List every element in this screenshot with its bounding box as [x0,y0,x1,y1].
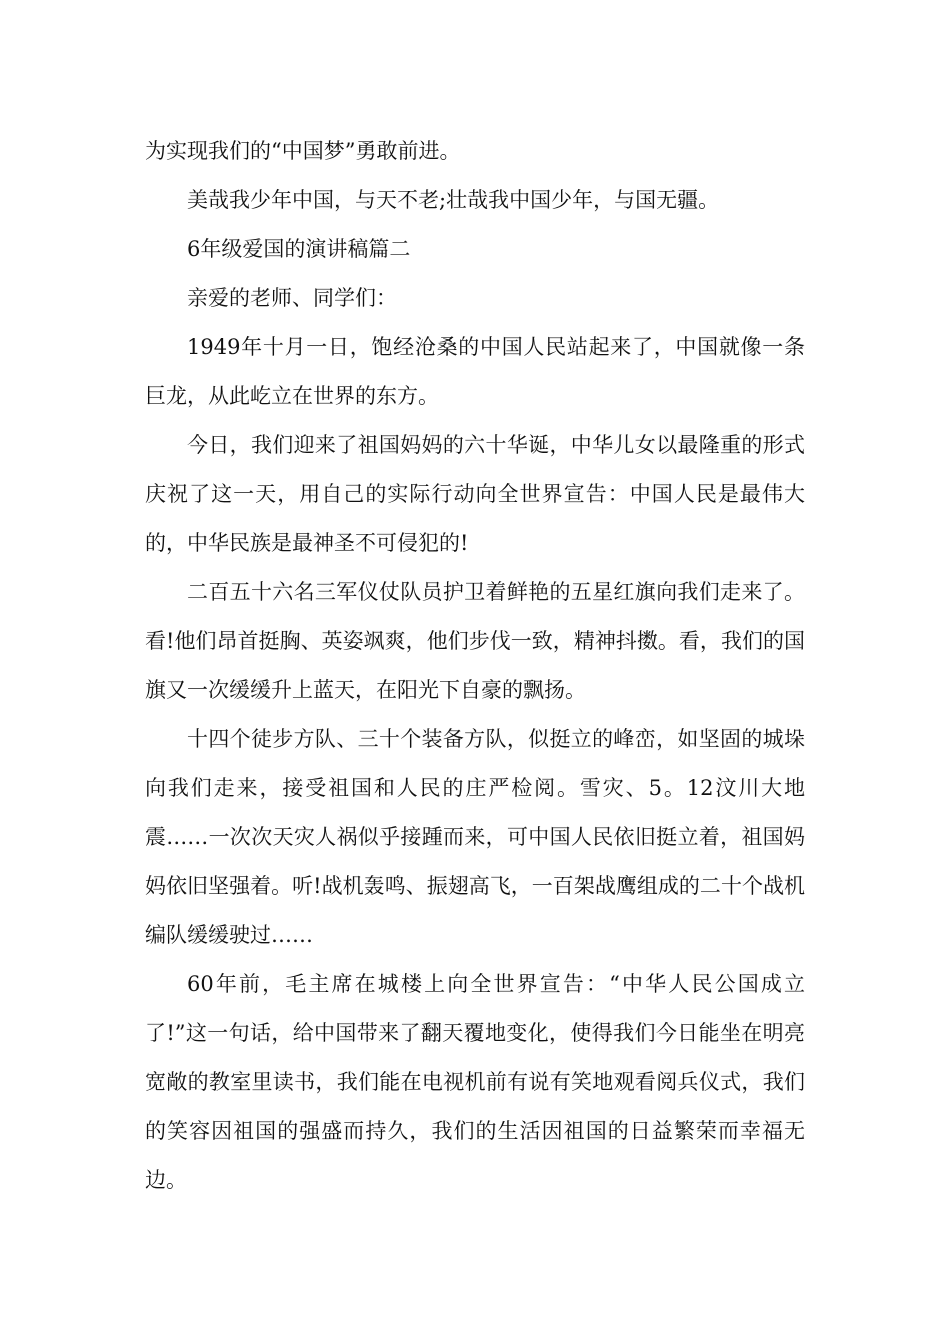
paragraph-60-years: 60年前，毛主席在城楼上向全世界宣告：“中华人民公国成立了!”这一句话，给中国带来了翻天覆地变化，使得我们今日能坐在明亮宽敞的教室里读书，我们能在电视机前有说有笑地观看阅兵仪式，我们的笑容因祖国的强盛而持久，我们的生活因祖国的日益繁荣而幸福无边。 [145,972,805,1192]
salutation: 亲爱的老师、同学们： [187,286,397,310]
document-body [145,127,805,1205]
section-heading: 6年级爱国的演讲稿篇二 [187,237,411,261]
paragraph-1949: 1949年十月一日，饱经沧桑的中国人民站起来了，中国就像一条巨龙，从此屹立在世界的东方。 [145,335,805,408]
paragraph-parade: 十四个徒步方队、三十个装备方队，似挺立的峰峦，如坚固的城垛向我们走来，接受祖国和人民的庄严检阅。雪灾、5。12汶川大地震……一次次天灾人祸似乎接踵而来，可中国人民依旧挺立着，祖国妈妈依旧坚强着。听!战机轰鸣、振翅高飞，一百架战鹰组成的二十个战机编队缓缓驶过…… [145,727,805,947]
paragraph-anniversary: 今日，我们迎来了祖国妈妈的六十华诞，中华儿女以最隆重的形式庆祝了这一天，用自己的实际行动向全世界宣告：中国人民是最伟大的，中华民族是最神圣不可侵犯的! [145,433,805,555]
paragraph-honor-guard: 二百五十六名三军仪仗队员护卫着鲜艳的五星红旗向我们走来了。看!他们昂首挺胸、英姿飒爽，他们步伐一致，精神抖擞。看，我们的国旗又一次缓缓升上蓝天，在阳光下自豪的飘扬。 [145,580,805,702]
paragraph-closing-line: 美哉我少年中国，与天不老;壮哉我中国少年，与国无疆。 [187,188,720,212]
paragraph-continuation: 为实现我们的“中国梦”勇敢前进。 [145,139,461,163]
